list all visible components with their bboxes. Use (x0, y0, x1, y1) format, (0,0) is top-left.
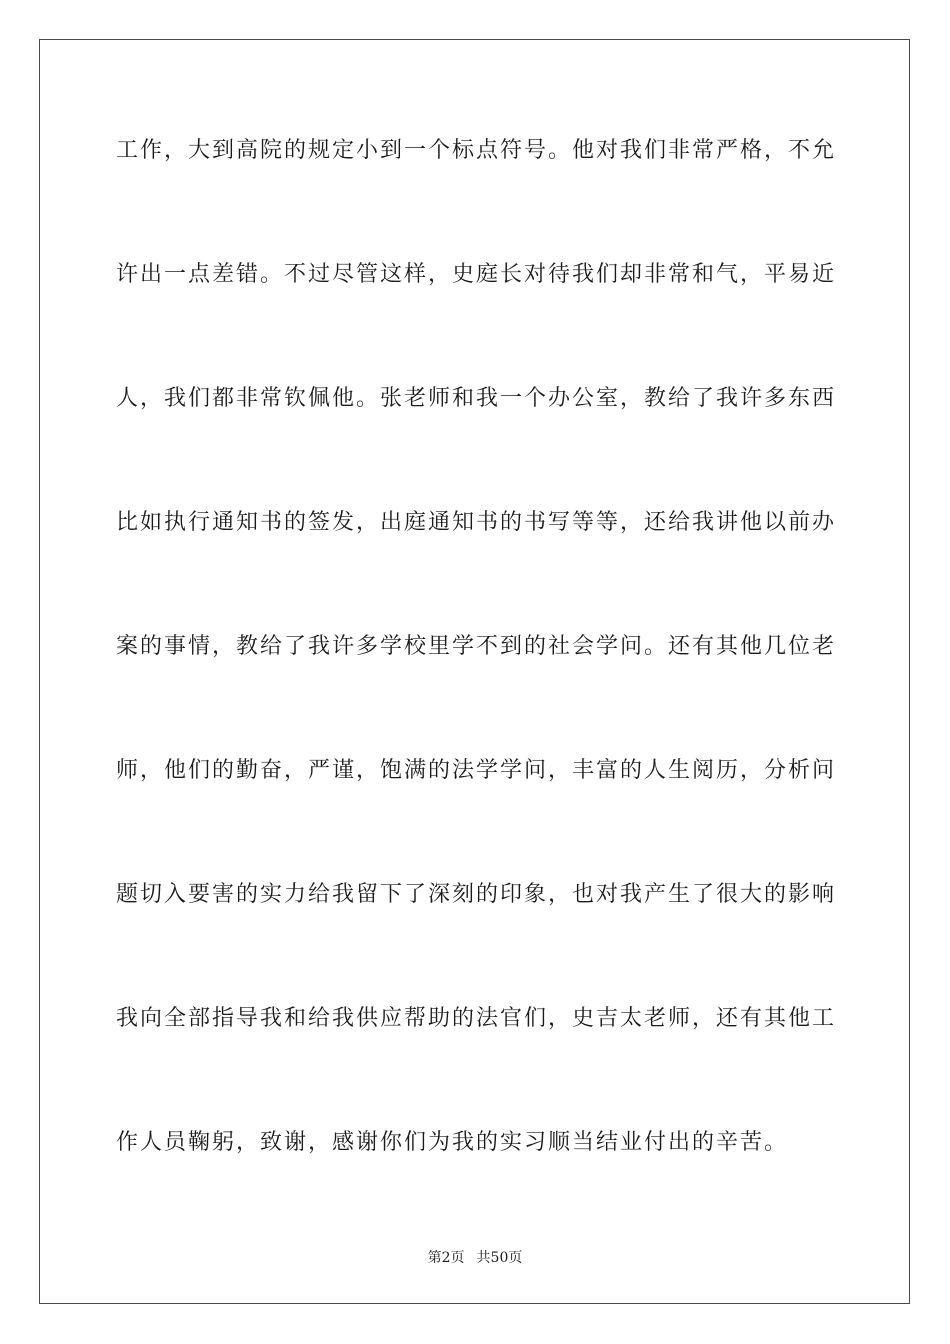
paragraph-line: 题切入要害的实力给我留下了深刻的印象，也对我产生了很大的影响 (116, 882, 837, 907)
paragraph-line: 许出一点差错。不过尽管这样，史庭长对待我们却非常和气，平易近 (116, 262, 837, 287)
paragraph-line: 工作，大到高院的规定小到一个标点符号。他对我们非常严格，不允 (116, 138, 837, 163)
paragraph-line: 案的事情，教给了我许多学校里学不到的社会学问。还有其他几位老 (116, 634, 837, 659)
paragraph-line: 我向全部指导我和给我供应帮助的法官们，史吉太老师，还有其他工 (116, 1006, 837, 1031)
paragraph-line: 比如执行通知书的签发，出庭通知书的书写等等，还给我讲他以前办 (116, 510, 837, 535)
page-footer (0, 1247, 950, 1267)
paragraph-line: 人，我们都非常钦佩他。张老师和我一个办公室，教给了我许多东西 (116, 386, 837, 411)
paragraph-line: 作人员鞠躬，致谢，感谢你们为我的实习顺当结业付出的辛苦。 (116, 1130, 789, 1155)
page-number: 第2页 (427, 1250, 465, 1266)
page-total: 共50页 (476, 1250, 523, 1266)
paragraph-line: 师，他们的勤奋，严谨，饱满的法学学问，丰富的人生阅历，分析问 (116, 758, 837, 783)
page-border (39, 39, 910, 1304)
